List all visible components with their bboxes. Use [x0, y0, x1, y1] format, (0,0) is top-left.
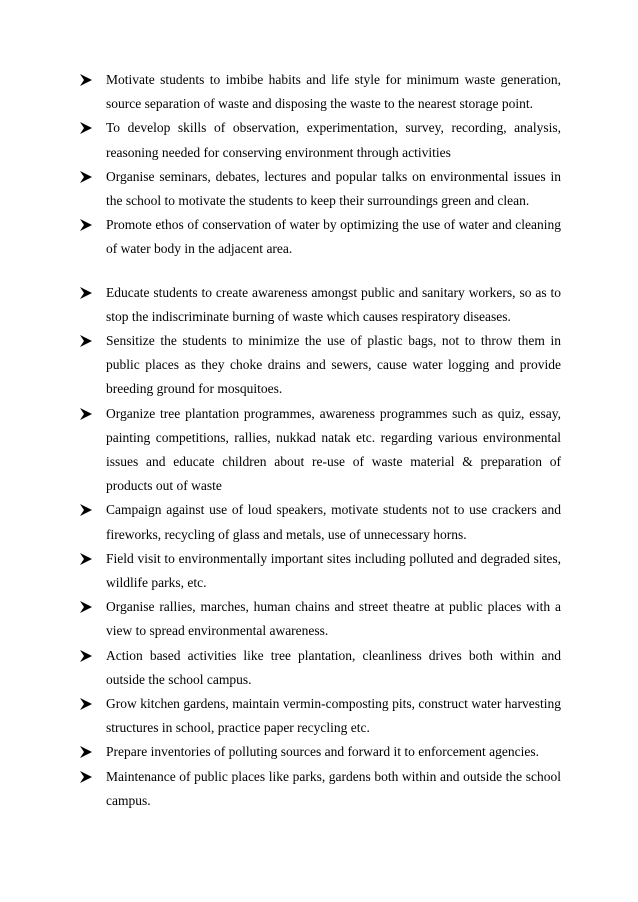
arrowhead-bullet-icon: [79, 552, 93, 566]
arrowhead-bullet-icon: [79, 121, 93, 135]
arrowhead-bullet-icon: [79, 334, 93, 348]
list-item: [79, 68, 561, 116]
list-item: [79, 213, 561, 261]
arrowhead-bullet-icon: [79, 600, 93, 614]
list-item-text: Grow kitchen gardens, maintain vermin-composting pits, construct water harvesting structures in school, practice paper recycling etc.: [106, 696, 561, 736]
list-item-text: Motivate students to imbibe habits and life style for minimum waste generation, source separation of waste and disposing the waste to the nearest storage point.: [106, 72, 561, 112]
arrowhead-bullet-icon: [79, 407, 93, 421]
list-item: [79, 765, 561, 813]
arrowhead-bullet-icon: [79, 286, 93, 300]
arrowhead-bullet-icon: [79, 73, 93, 87]
list-item-text: Prepare inventories of polluting sources and forward it to enforcement agencies.: [106, 744, 539, 760]
arrowhead-bullet-icon: [79, 697, 93, 711]
arrowhead-bullet-icon: [79, 218, 93, 232]
arrowhead-bullet-icon: [79, 770, 93, 784]
bullet-list: [79, 68, 561, 813]
list-item: [79, 498, 561, 546]
list-item: [79, 547, 561, 595]
arrowhead-bullet-icon: [79, 170, 93, 184]
list-item: [79, 116, 561, 164]
list-item-text: To develop skills of observation, experimentation, survey, recording, analysis, reasoning needed for conserving environment through activities: [106, 120, 561, 160]
list-item: [79, 402, 561, 499]
list-item: [79, 644, 561, 692]
list-item-text: Maintenance of public places like parks, gardens both within and outside the school campus.: [106, 768, 561, 808]
list-item-text: Promote ethos of conservation of water by optimizing the use of water and cleaning of water body in the adjacent area.: [106, 217, 561, 257]
arrowhead-bullet-icon: [79, 745, 93, 759]
list-item: [79, 740, 561, 764]
arrowhead-bullet-icon: [79, 649, 93, 663]
list-item: [79, 329, 561, 402]
list-item: [79, 281, 561, 329]
arrowhead-bullet-icon: [79, 503, 93, 517]
list-item-text: Organise rallies, marches, human chains and street theatre at public places with a view to spread environmental awareness.: [106, 599, 561, 639]
list-item-text: Sensitize the students to minimize the use of plastic bags, not to throw them in public places as they choke drains and sewers, cause water logging and provide breeding ground for mosquitoes.: [106, 333, 561, 397]
list-item-text: Campaign against use of loud speakers, motivate students not to use crackers and fireworks, recycling of glass and metals, use of unnecessary horns.: [106, 502, 561, 542]
list-item: [79, 165, 561, 213]
list-item-text: Field visit to environmentally important sites including polluted and degraded sites, wildlife parks, etc.: [106, 550, 561, 591]
list-item: [79, 595, 561, 643]
list-item-text: Organise seminars, debates, lectures and popular talks on environmental issues in the school to motivate the students to keep their surroundings green and clean.: [106, 168, 561, 209]
list-item-text: Educate students to create awareness amongst public and sanitary workers, so as to stop the indiscriminate burning of waste which causes respiratory diseases.: [106, 284, 561, 324]
list-item-text: Action based activities like tree plantation, cleanliness drives both within and outside the school campus.: [106, 647, 561, 687]
list-item: [79, 692, 561, 740]
list-item-text: Organize tree plantation programmes, awareness programmes such as quiz, essay, painting competitions, rallies, nukkad natak etc. regarding various environmental issues and educate children about re-use of waste material & preparation of products out of waste: [106, 405, 561, 494]
